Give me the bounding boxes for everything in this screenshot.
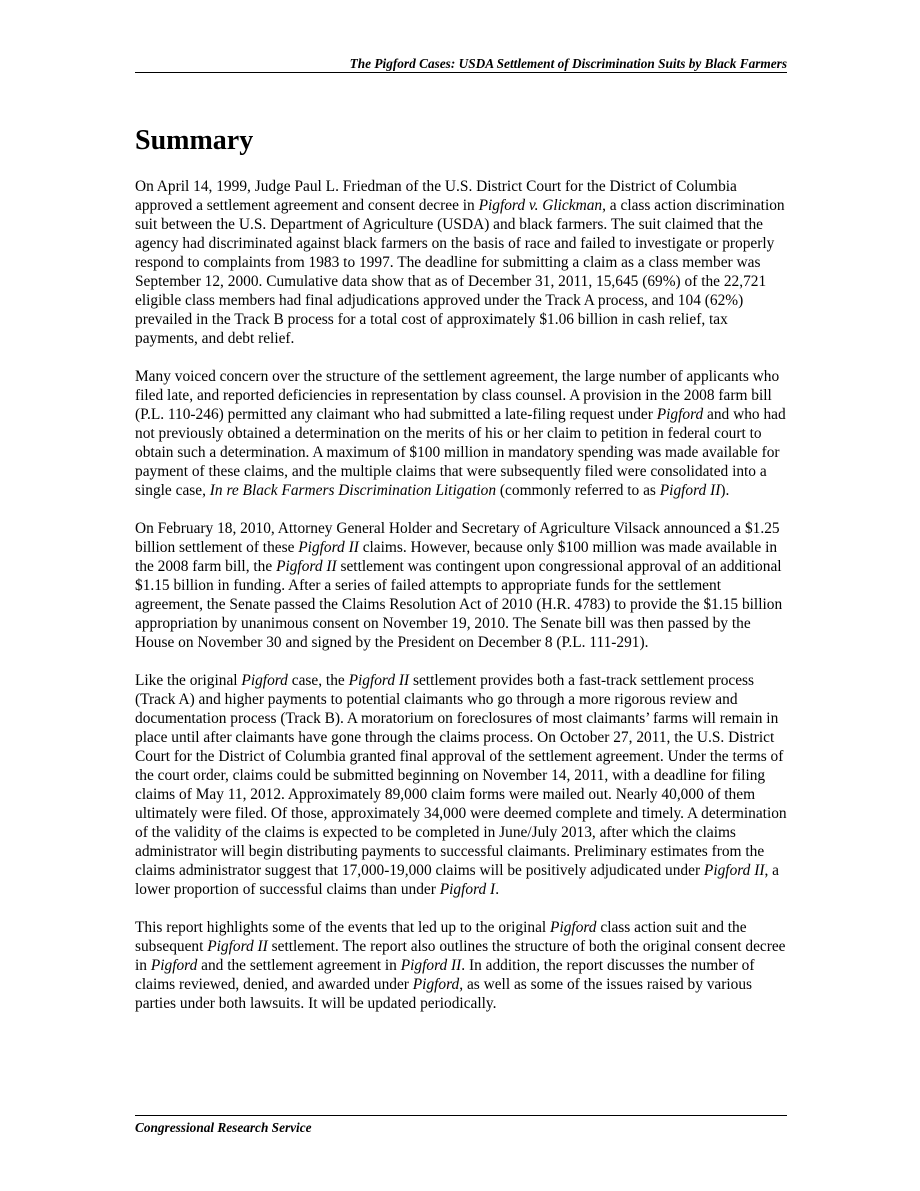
italic-case-name: Pigford v. Glickman <box>478 197 603 214</box>
italic-case-name: Pigford II <box>703 862 765 879</box>
text-run: settlement. The report also outlines the structure of both the original consent decree in <box>135 938 786 974</box>
text-run: Like the original <box>135 672 242 689</box>
text-run: (commonly referred to as <box>496 482 660 499</box>
text-run: , a lower proportion of successful claims than under <box>135 862 780 898</box>
paragraph-5 <box>135 918 787 1013</box>
text-run: and the settlement agreement in <box>197 957 401 974</box>
footer-rule <box>135 1115 787 1116</box>
italic-case-name: Pigford <box>656 406 704 423</box>
paragraph-2 <box>135 367 787 500</box>
italic-case-name: Pigford II <box>400 957 462 974</box>
italic-case-name: Pigford II <box>348 672 410 689</box>
text-run: On April 14, 1999, Judge Paul L. Friedman of the U.S. District Court for the District of Columbia approved a settlement agreement and consent decree in <box>135 178 737 214</box>
text-run: settlement was contingent upon congressional approval of an additional $1.15 billion in funding. After a series of failed attempts to appropriate funds for the settlement agreement, the Senate passed the Claims Resolution Act of 2010 (H.R. 4783) to provide the $1.15 billion appropriation by unanimous consent on November 19, 2010. The Senate bill was then passed by the House on November 30 and signed by the President on December 8 (P.L. 111-291). <box>135 558 783 651</box>
text-run: and who had not previously obtained a determination on the merits of his or her claim to petition in federal court to obtain such a determination. A maximum of $100 million in mandatory spending was made available for payment of these claims, and the multiple claims that were subsequently filed were consolidated into a single case, <box>135 406 786 499</box>
text-run: claims. However, because only $100 million was made available in the 2008 farm bill, the <box>135 539 778 575</box>
section-heading: Summary <box>135 125 254 156</box>
italic-case-name: Pigford <box>241 672 288 689</box>
summary-body <box>135 177 787 1032</box>
text-run: Many voiced concern over the structure of the settlement agreement, the large number of applicants who filed late, and reported deficiencies in representation by class counsel. A provision in the 2008 farm bill (P.L. 110-246) permitted any claimant who had submitted a late-filing request under <box>135 368 780 423</box>
text-run: case, the <box>287 672 349 689</box>
paragraph-4 <box>135 671 787 899</box>
running-header: The Pigford Cases: USDA Settlement of Discrimination Suits by Black Farmers <box>349 56 787 71</box>
italic-case-name: Pigford I <box>439 881 496 898</box>
text-run: On February 18, 2010, Attorney General Holder and Secretary of Agriculture Vilsack announced a $1.25 billion settlement of these <box>135 520 780 556</box>
italic-case-name: Pigford <box>550 919 597 936</box>
text-run: settlement provides both a fast-track settlement process (Track A) and higher payments to potential claimants who go through a more rigorous review and documentation process (Track B). A moratorium on foreclosures of most claimants’ farms will remain in place until after claimants have gone through the claims process. On October 27, 2011, the U.S. District Court for the District of Columbia granted final approval of the settlement agreement. Under the terms of the court order, claims could be submitted beginning on November 14, 2011, with a deadline for filing claims of May 11, 2012. Approximately 89,000 claim forms were mailed out. Nearly 40,000 of them ultimately were filed. Of those, approximately 34,000 were deemed complete and timely. A determination of the validity of the claims is expected to be completed in June/July 2013, after which the claims administrator will begin distributing payments to successful claimants. Preliminary estimates from the claims administrator suggest that 17,000-19,000 claims will be positively adjudicated under <box>135 672 787 879</box>
italic-case-name: Pigford II <box>207 938 268 955</box>
paragraph-3 <box>135 519 787 652</box>
text-run: This report highlights some of the events that led up to the original <box>135 919 551 936</box>
page-footer: Congressional Research Service <box>135 1120 312 1135</box>
text-run: class action suit and the subsequent <box>135 919 747 955</box>
italic-case-name: Pigford II <box>298 539 359 556</box>
text-run: . <box>495 881 500 898</box>
header-rule <box>135 72 787 73</box>
italic-case-name: Pigford <box>412 976 460 993</box>
text-run: , as well as some of the issues raised by various parties under both lawsuits. It will be updated periodically. <box>135 976 753 1012</box>
italic-case-name: In re Black Farmers Discrimination Litigation <box>209 482 497 499</box>
italic-case-name: Pigford <box>150 957 198 974</box>
text-run: . In addition, the report discusses the number of claims reviewed, denied, and awarded under <box>135 957 755 993</box>
italic-case-name: Pigford II <box>659 482 721 499</box>
paragraph-1 <box>135 177 787 348</box>
italic-case-name: Pigford II <box>276 558 337 575</box>
text-run: ). <box>720 482 730 499</box>
text-run: , a class action discrimination suit between the U.S. Department of Agriculture (USDA) and black farmers. The suit claimed that the agency had discriminated against black farmers on the basis of race and failed to investigate or properly respond to complaints from 1983 to 1997. The deadline for submitting a claim as a class member was September 12, 2000. Cumulative data show that as of December 31, 2011, 15,645 (69%) of the 22,721 eligible class members had final adjudications approved under the Track A process, and 104 (62%) prevailed in the Track B process for a total cost of approximately $1.06 billion in cash relief, tax payments, and debt relief. <box>135 197 785 347</box>
